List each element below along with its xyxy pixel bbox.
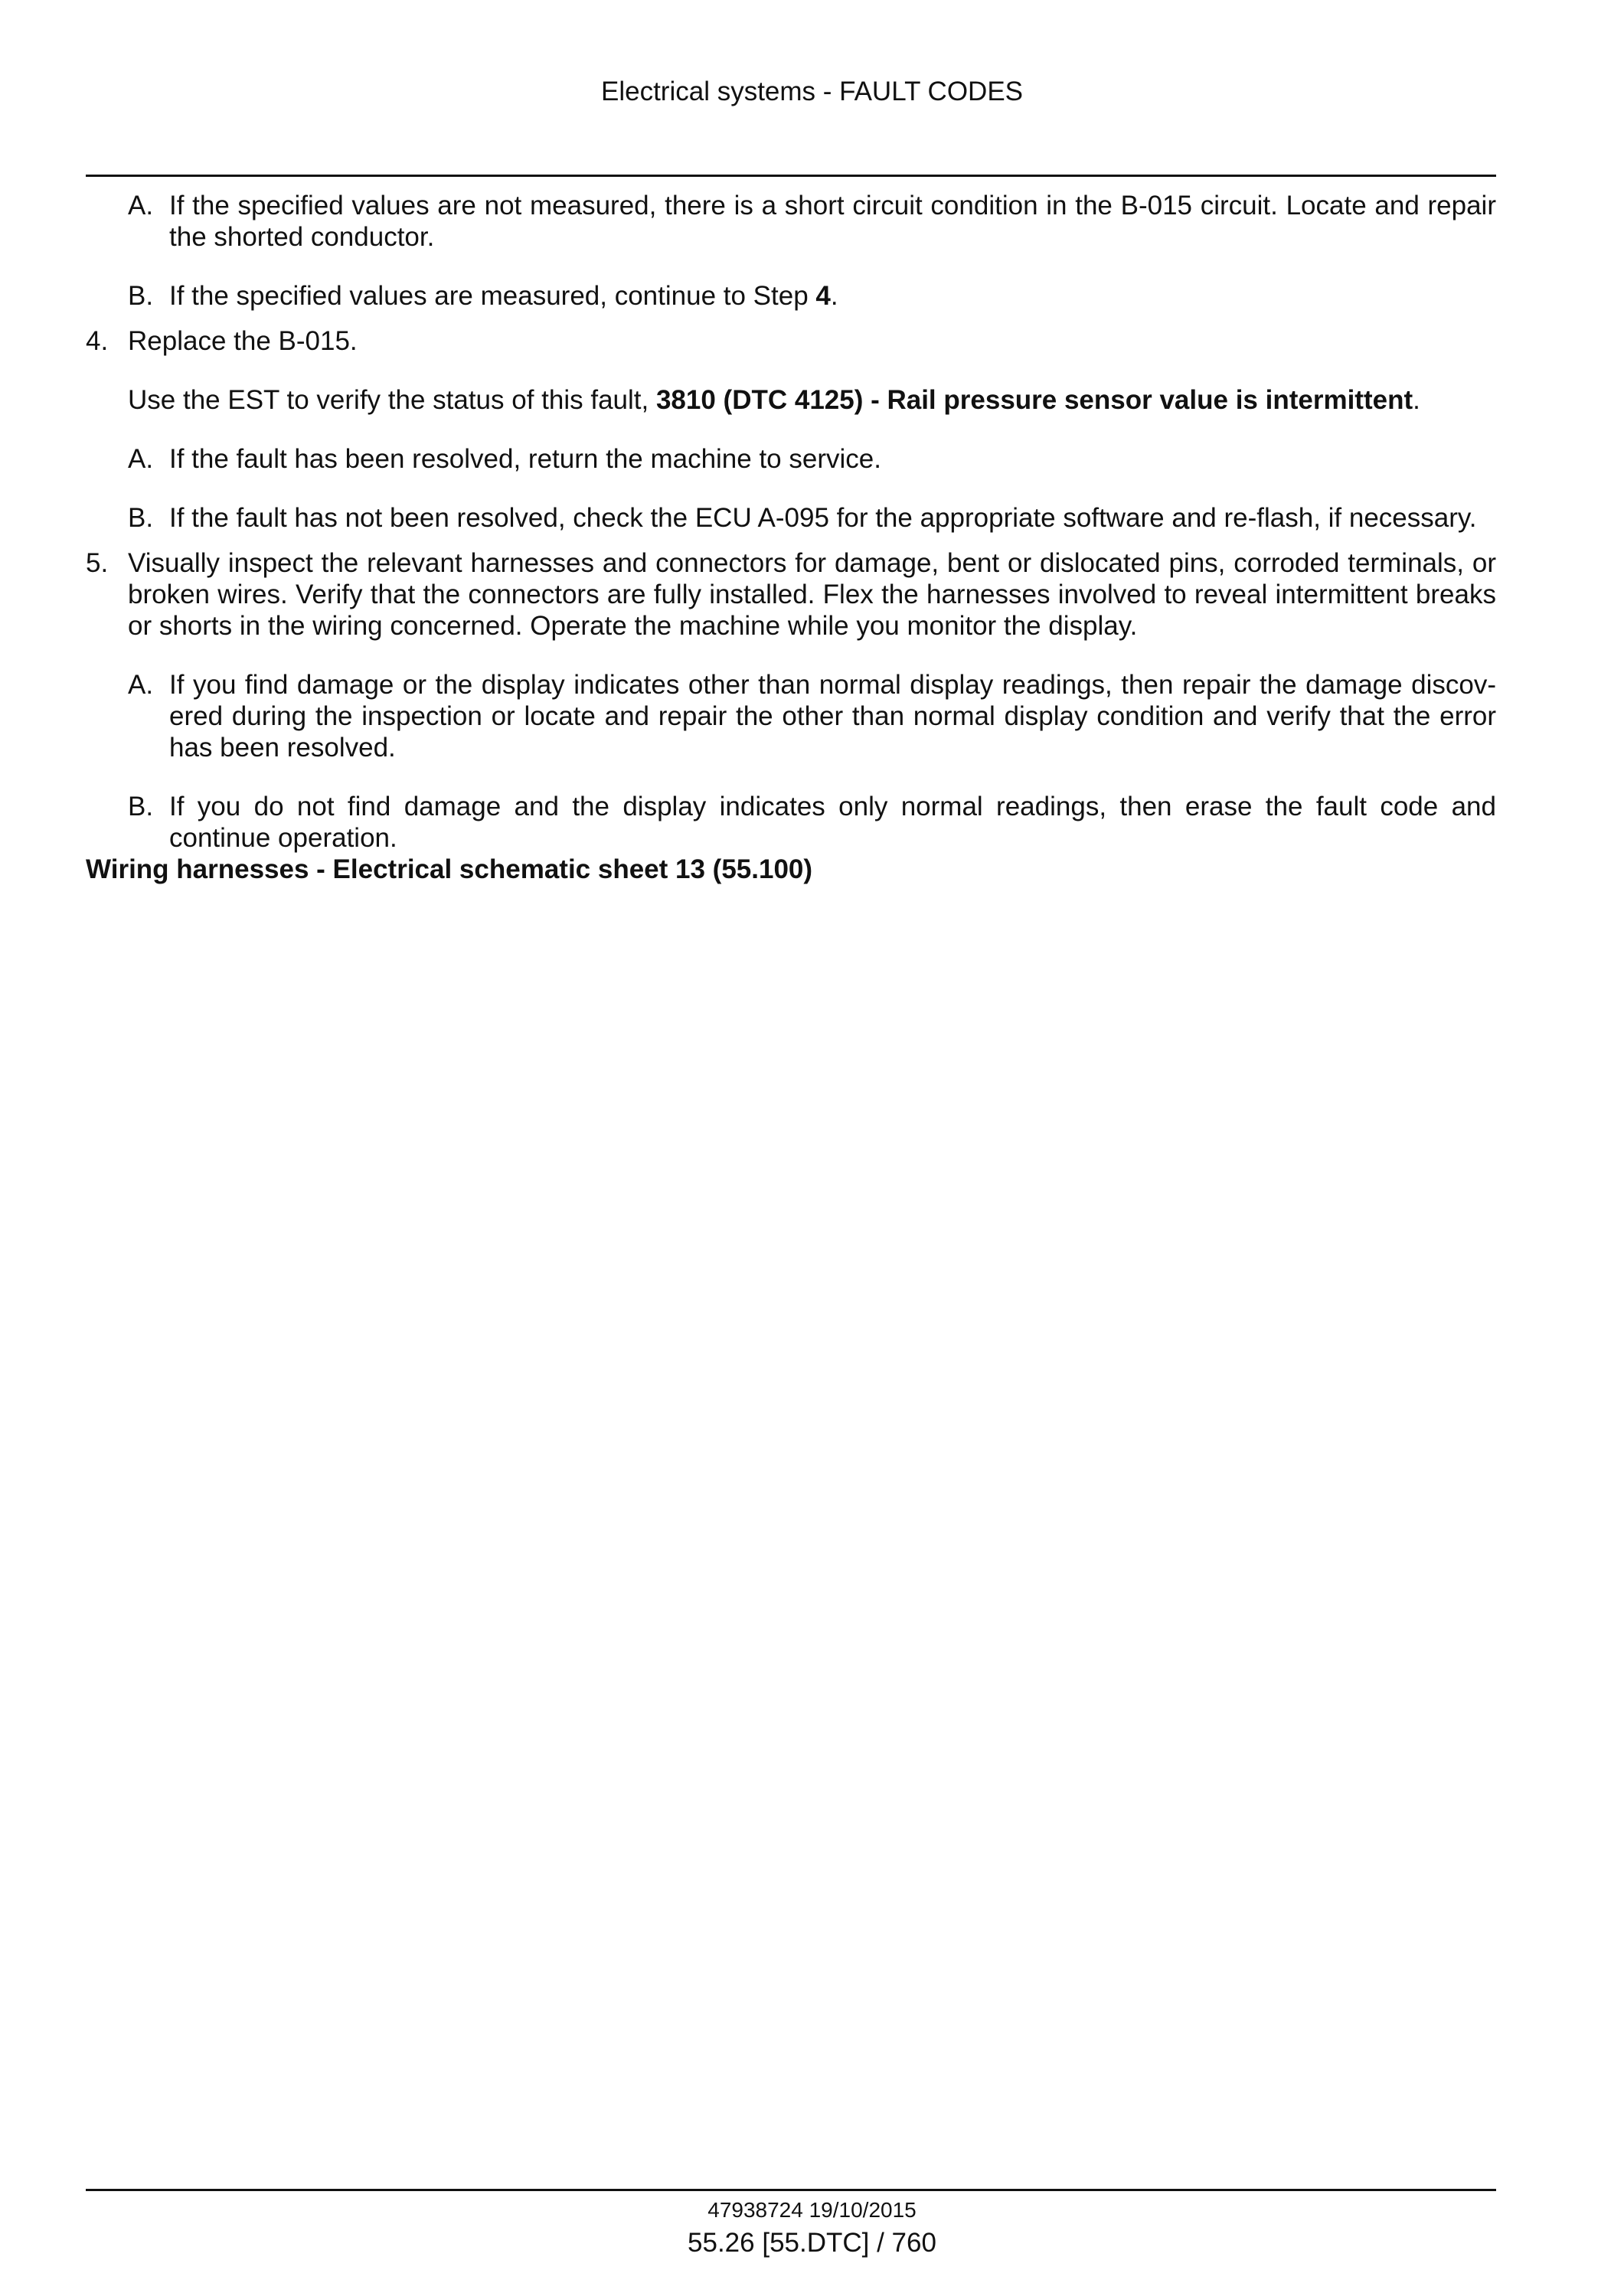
footer-page-number: 55.26 [55.DTC] / 760 [688,2228,936,2258]
list-item-text-end: . [830,281,838,311]
list-item-step3-a [86,190,1496,253]
header-divider [86,175,1496,177]
list-item-text: Replace the B-015. [128,326,358,356]
paragraph-text-end: . [1413,385,1420,415]
page-header-title: Electrical systems - FAULT CODES [600,77,1024,106]
list-marker: A. [128,191,154,220]
list-item-step5 [86,547,1496,642]
step-reference: 4 [815,281,831,311]
list-marker: B. [128,281,154,311]
list-marker: A. [128,444,154,474]
paragraph-text: Use the EST to verify the status of this fault, [128,385,656,415]
list-item-text: If the fault has been resolved, return the machine to service. [169,444,881,474]
list-marker: B. [128,503,154,533]
list-marker: 4. [86,326,109,356]
list-item-text: Visually inspect the relevant harnesses and connectors for damage, bent or dislocated pins, corroded terminals, or broken wires. Verify that the connectors are fully installed. Flex the harnesses involved to reveal intermittent breaks or shorts in the wiring concerned. Operate the machine while you monitor the display. [128,548,1496,641]
schematic-reference-link[interactable]: Wiring harnesses - Electrical schematic sheet 13 (55.100) [86,854,813,884]
list-item-text: If the specified values are measured, continue to Step [169,281,816,311]
step4-verify-paragraph [86,384,1496,416]
list-item-step4-a [86,443,1496,475]
list-item-step3-b [86,280,1496,312]
list-item-step4-b [86,502,1496,534]
list-item-text: If you find damage or the display indicates other than normal display readings, then repair the damage discov-ered during the inspection or locate and repair the other than normal display condition and verify that the error has been resolved. [169,670,1496,763]
list-item-text: If you do not find damage and the display indicates only normal readings, then erase the fault code and continue operation. [169,792,1496,853]
footer-document-id: 47938724 19/10/2015 [707,2198,917,2222]
footer-divider [86,2189,1496,2191]
list-item-step4 [86,325,1496,357]
fault-code-reference: 3810 (DTC 4125) - Rail pressure sensor value is intermittent [655,385,1413,415]
list-item-text: If the fault has not been resolved, check the ECU A-095 for the appropriate software and re-flash, if necessary. [169,503,1477,533]
list-item-step5-b [86,791,1496,854]
list-marker: 5. [86,548,109,578]
list-marker: B. [128,792,154,821]
document-body [86,190,1496,885]
list-item-text: If the specified values are not measured, there is a short circuit condition in the B-015 circuit. Locate and repair the shorted conductor. [169,191,1496,252]
list-item-step5-a [86,669,1496,763]
list-marker: A. [128,670,154,700]
